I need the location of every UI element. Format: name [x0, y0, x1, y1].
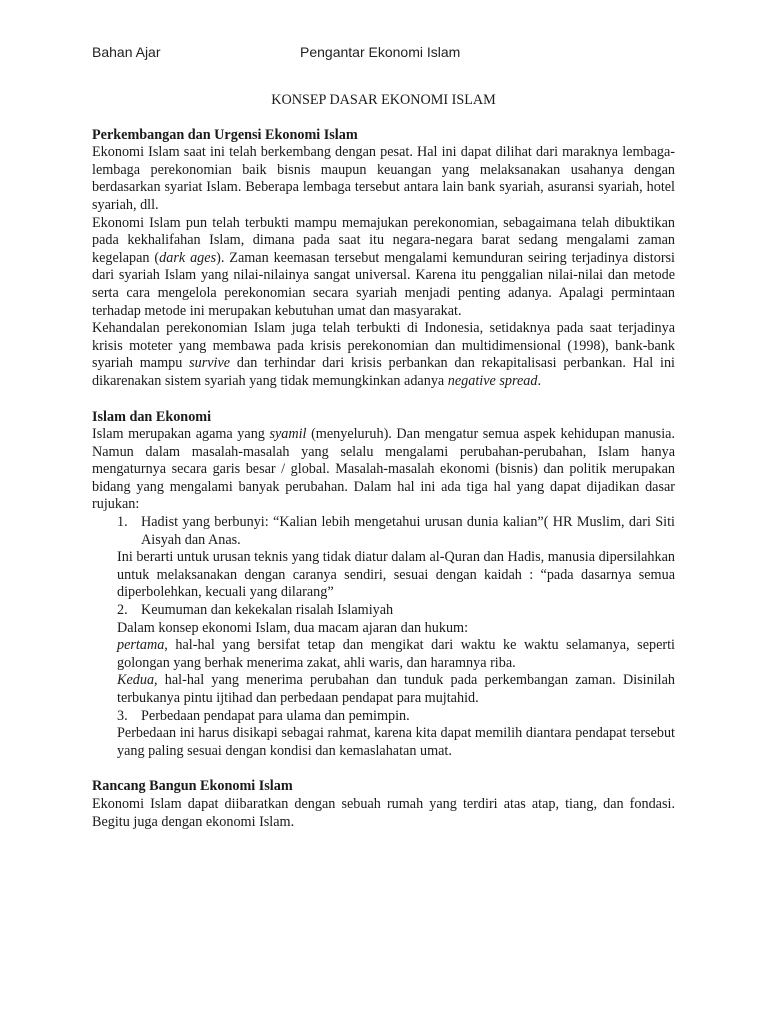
indented-paragraph: Kedua, hal-hal yang menerima perubahan dan tunduk pada perkembangan zaman. Disinilah terbukanya pintu ijtihad dan perbedaan pendapat para mujtahid.	[117, 672, 675, 706]
list-item-text: Keumuman dan kekekalan risalah Islamiyah	[141, 602, 394, 619]
indented-paragraph: Perbedaan ini harus disikapi sebagai rahmat, karena kita dapat memilih diantara pendapat tersebut yang paling sesuai dengan kondisi dan kemaslahatan umat.	[117, 725, 675, 759]
italic-term: negative spread	[447, 372, 538, 389]
list-item-text: Perbedaan pendapat para ulama dan pemimpin.	[141, 707, 410, 724]
numbered-list-item	[92, 708, 675, 726]
indented-paragraph: Dalam konsep ekonomi Islam, dua macam ajaran dan hukum:	[117, 619, 469, 636]
italic-term: dark ages	[159, 249, 217, 266]
italic-term: survive	[189, 355, 231, 372]
paragraph: Ekonomi Islam saat ini telah berkembang dengan pesat. Hal ini dapat dilihat dari maraknya lembaga-lembaga perekonomian baik bisnis maupun keuangan yang melaksanakan usahanya dengan berdasarkan syariat Islam. Beberapa lembaga tersebut antara lain bank syariah, asuransi syariah, hotel syariah, dll.	[92, 144, 675, 213]
italic-term: syamil	[269, 426, 307, 443]
paragraph: Islam merupakan agama yang syamil (menyeluruh). Dan mengatur semua aspek kehidupan manusia. Namun dalam masalah-masalah yang selalu mengalami perubahan-perubahan, Islam hanya mengaturnya secara garis besar / global. Masalah-masalah ekonomi (bisnis) dan politik merupakan bidang yang mengalami banyak perubahan. Dalam hal ini ada tiga hal yang dapat dijadikan dasar rujukan:	[92, 426, 675, 513]
numbered-list-item	[92, 514, 675, 549]
paragraph: Kehandalan perekonomian Islam juga telah terbukti di Indonesia, setidaknya pada saat terjadinya krisis moteter yang membawa pada krisis perekonomian dan multidimensional (1998), bank-bank syariah mampu survive dan terhindar dari krisis perbankan dan rekapitalisasi perbankan. Hal ini dikarenakan sistem syariah yang tidak memungkinkan adanya negative spread.	[92, 320, 675, 389]
list-item-text: Hadist yang berbunyi: “Kalian lebih mengetahui urusan dunia kalian”( HR Muslim, dari Siti Aisyah dan Anas.	[141, 514, 675, 548]
document-title: KONSEP DASAR EKONOMI ISLAM	[271, 92, 496, 108]
page-header	[92, 44, 688, 64]
list-number: 2.	[117, 602, 128, 619]
section-heading-perkembangan: Perkembangan dan Urgensi Ekonomi Islam	[92, 126, 358, 143]
header-center-text: Pengantar Ekonomi Islam	[300, 44, 461, 60]
italic-term: pertama	[117, 637, 165, 654]
numbered-list-item	[92, 602, 675, 620]
document-body	[92, 92, 675, 831]
section-heading-islam-ekonomi: Islam dan Ekonomi	[92, 408, 212, 425]
paragraph: Ekonomi Islam dapat diibaratkan dengan sebuah rumah yang terdiri atas atap, tiang, dan fondasi. Begitu juga dengan ekonomi Islam.	[92, 795, 675, 830]
list-number: 1.	[117, 514, 128, 531]
paragraph: Ekonomi Islam pun telah terbukti mampu memajukan perekonomian, sebagaimana telah dibuktikan pada kekhalifahan Islam, dimana pada saat itu negara-negara barat sedang mengalami zaman kegelapan (dark ages). Zaman keemasan tersebut mengalami kemunduran seiring terjadinya distorsi dari syariah Islam yang nilai-nilainya sangat universal. Karena itu penggalian nilai-nilai dan metode serta cara mengelola perekonomian secara syariah menjadi penting adanya. Apalagi permintaan terhadap metode ini merupakan kebutuhan umat dan masyarakat.	[92, 214, 676, 319]
list-number: 3.	[117, 707, 128, 724]
indented-paragraph: pertama, hal-hal yang bersifat tetap dan mengikat dari waktu ke waktu selamanya, seperti golongan yang berhak menerima zakat, ahli waris, dan haramnya riba.	[117, 637, 675, 671]
indented-paragraph: Ini berarti untuk urusan teknis yang tidak diatur dalam al-Quran dan Hadis, manusia dipersilahkan untuk melaksanakan dengan caranya sendiri, sesuai dengan kaidah : “pada dasarnya semua diperbolehkan, kecuali yang dilarang”	[117, 549, 675, 601]
header-left-text: Bahan Ajar	[92, 44, 161, 60]
section-heading-rancang-bangun: Rancang Bangun Ekonomi Islam	[92, 778, 293, 795]
italic-term: Kedua,	[117, 672, 158, 689]
